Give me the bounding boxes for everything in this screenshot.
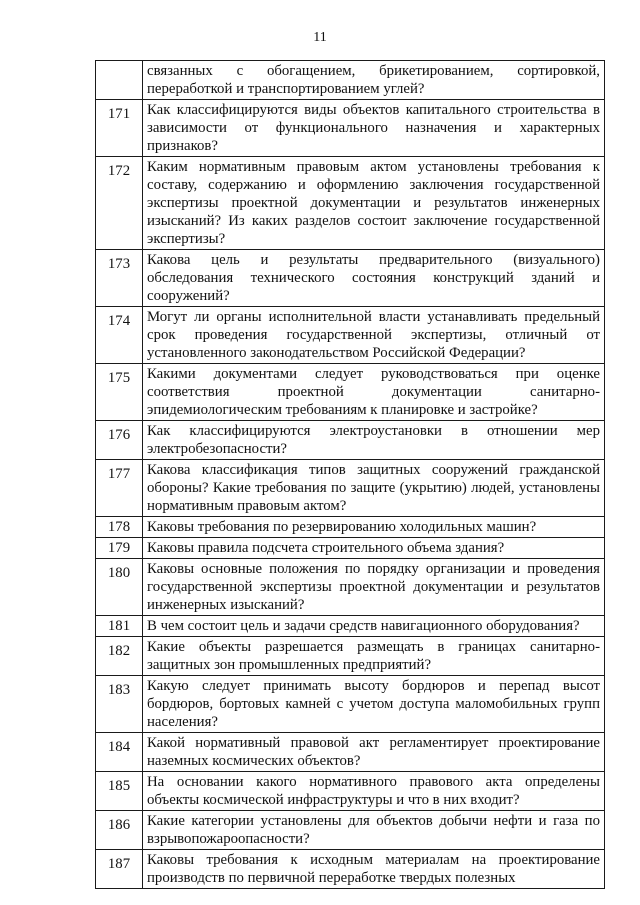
question-text: Могут ли органы исполнительной власти устанавливать предельный срок проведения государственной экспертизы, отличный от установленного законодательством Российской Федерации? <box>143 307 605 364</box>
question-number: 180 <box>96 559 143 616</box>
question-number: 179 <box>96 538 143 559</box>
question-number: 174 <box>96 307 143 364</box>
questions-table <box>95 60 605 889</box>
question-number: 182 <box>96 637 143 676</box>
question-number: 183 <box>96 676 143 733</box>
table-row <box>96 811 605 850</box>
question-number: 187 <box>96 850 143 889</box>
table-row <box>96 460 605 517</box>
question-text: Как классифицируются электроустановки в отношении мер электробезопасности? <box>143 421 605 460</box>
table-row <box>96 421 605 460</box>
table-row <box>96 61 605 100</box>
question-text: связанных с обогащением, брикетированием, сортировкой, переработкой и транспортированием углей? <box>143 61 605 100</box>
question-number: 178 <box>96 517 143 538</box>
table-row <box>96 637 605 676</box>
question-text: В чем состоит цель и задачи средств навигационного оборудования? <box>143 616 605 637</box>
table-row <box>96 616 605 637</box>
question-text: Какую следует принимать высоту бордюров и перепад высот бордюров, бортовых камней с учетом доступа маломобильных групп населения? <box>143 676 605 733</box>
question-text: Каковы основные положения по порядку организации и проведения государственной экспертизы проектной документации и результатов инженерных изысканий? <box>143 559 605 616</box>
question-text: Какова цель и результаты предварительного (визуального) обследования технического состояния конструкций зданий и сооружений? <box>143 250 605 307</box>
question-number: 181 <box>96 616 143 637</box>
table-row <box>96 250 605 307</box>
question-text: Какими документами следует руководствоваться при оценке соответствия проектной документации санитарно-эпидемиологическим требованиям к планировке и застройке? <box>143 364 605 421</box>
question-text: Как классифицируются виды объектов капитального строительства в зависимости от функционального назначения и характерных признаков? <box>143 100 605 157</box>
question-text: Какие объекты разрешается размещать в границах санитарно-защитных зон промышленных предприятий? <box>143 637 605 676</box>
question-number: 186 <box>96 811 143 850</box>
question-number: 171 <box>96 100 143 157</box>
table-row <box>96 157 605 250</box>
question-text: Какой нормативный правовой акт регламентирует проектирование наземных космических объектов? <box>143 733 605 772</box>
table-row <box>96 538 605 559</box>
table-row <box>96 100 605 157</box>
question-text: Каковы правила подсчета строительного объема здания? <box>143 538 605 559</box>
question-number <box>96 61 143 100</box>
question-number: 177 <box>96 460 143 517</box>
question-text: На основании какого нормативного правового акта определены объекты космической инфраструктуры и что в них входит? <box>143 772 605 811</box>
table-row <box>96 850 605 889</box>
question-text: Какие категории установлены для объектов добычи нефти и газа по взрывопожароопасности? <box>143 811 605 850</box>
question-text: Каковы требования по резервированию холодильных машин? <box>143 517 605 538</box>
question-number: 184 <box>96 733 143 772</box>
question-number: 176 <box>96 421 143 460</box>
table-row <box>96 307 605 364</box>
question-text: Каким нормативным правовым актом установлены требования к составу, содержанию и оформлению заключения государственной экспертизы проектной документации и результатов инженерных изысканий? Из каких разделов состоит заключение государственной экспертизы? <box>143 157 605 250</box>
question-number: 185 <box>96 772 143 811</box>
question-text: Каковы требования к исходным материалам на проектирование производств по первичной переработке твердых полезных <box>143 850 605 889</box>
page-number: 11 <box>313 30 327 45</box>
table-row <box>96 364 605 421</box>
table-row <box>96 733 605 772</box>
question-number: 172 <box>96 157 143 250</box>
question-number: 175 <box>96 364 143 421</box>
table-row <box>96 676 605 733</box>
table-row <box>96 559 605 616</box>
table-row <box>96 517 605 538</box>
table-row <box>96 772 605 811</box>
questions-table-body <box>96 61 605 889</box>
question-text: Какова классификация типов защитных сооружений гражданской обороны? Какие требования по защите (укрытию) людей, установлены нормативным правовым актом? <box>143 460 605 517</box>
question-number: 173 <box>96 250 143 307</box>
